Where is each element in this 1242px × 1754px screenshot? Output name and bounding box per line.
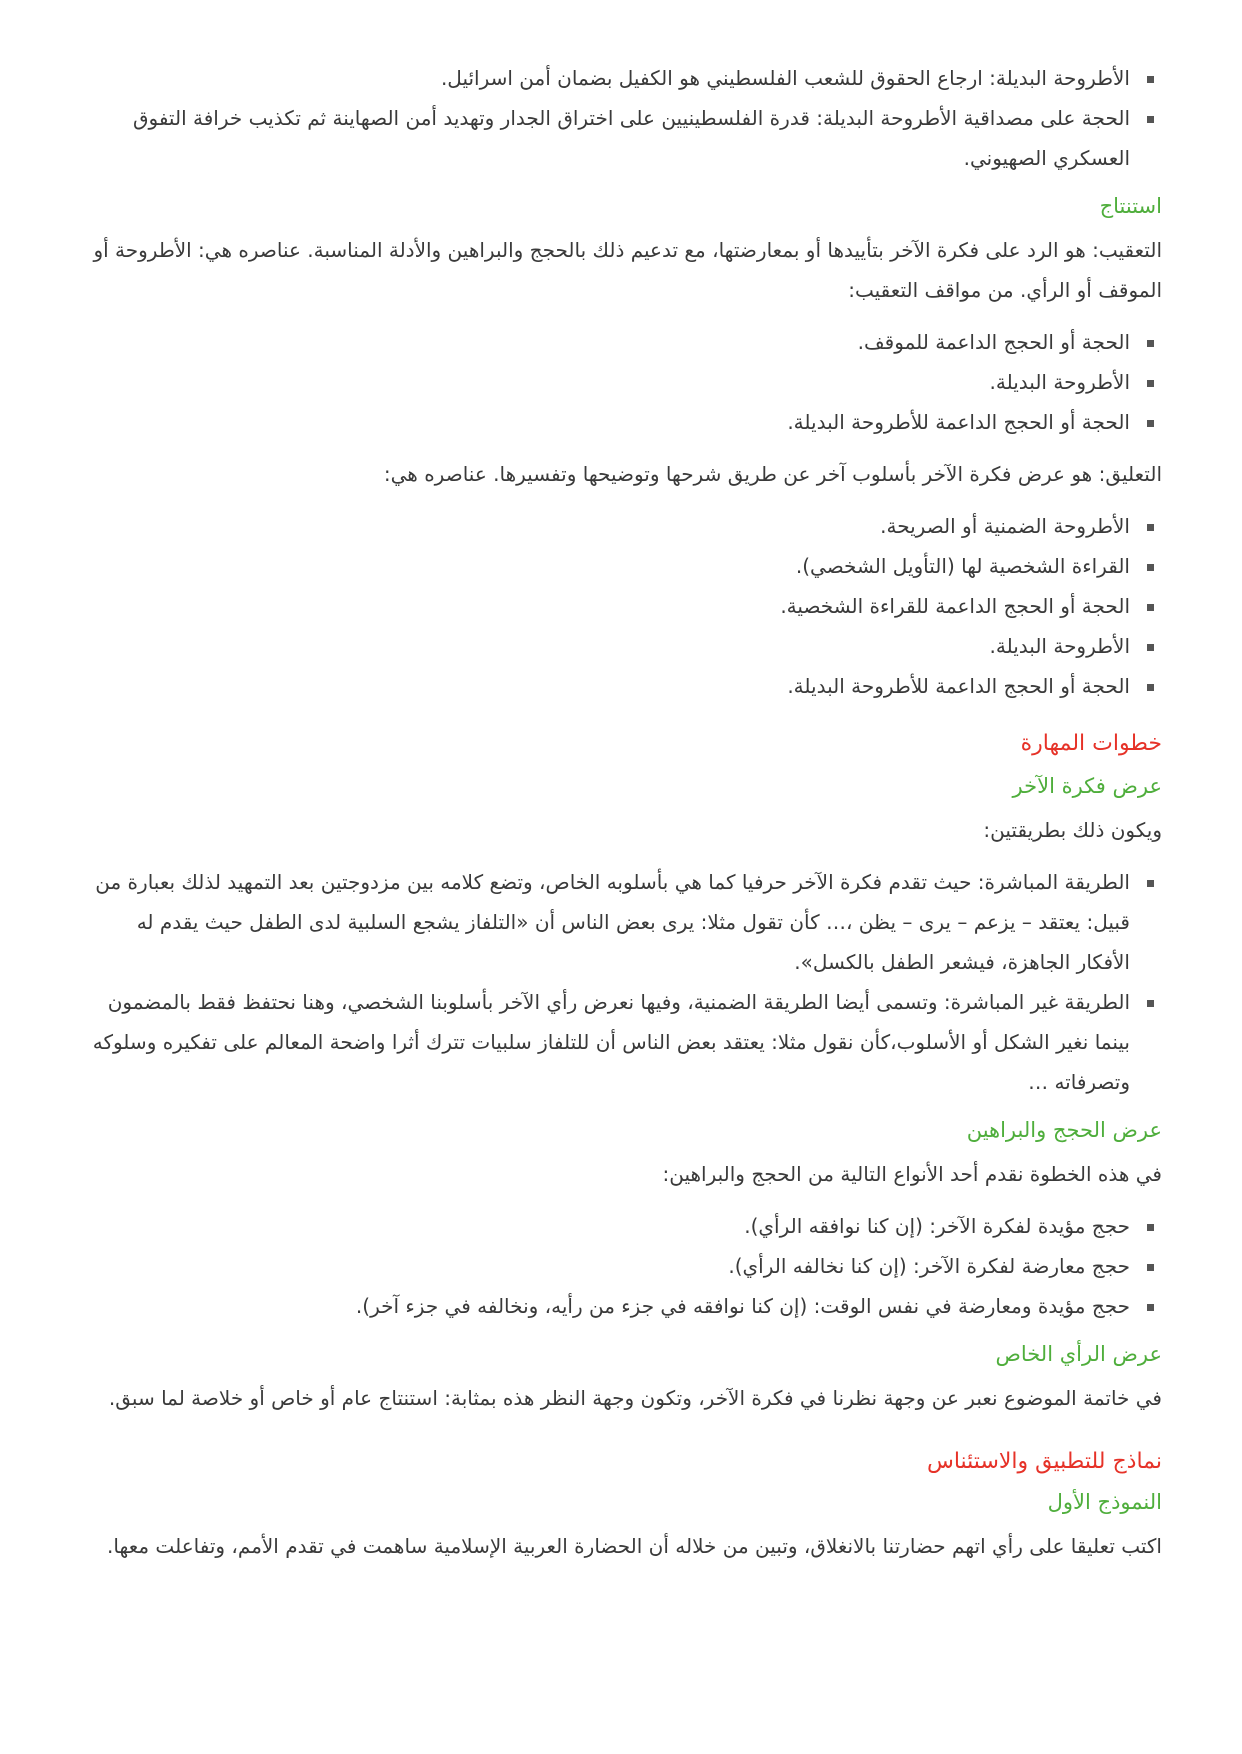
first-model-heading: النموذج الأول [1047, 1490, 1162, 1514]
list-item: الأطروحة البديلة. [80, 626, 1130, 666]
list-item: الأطروحة البديلة: ارجاع الحقوق للشعب الفلسطيني هو الكفيل بضمان أمن اسرائيل. [80, 58, 1130, 98]
skill-steps-heading: خطوات المهارة [1020, 731, 1162, 756]
own-opinion-text: في خاتمة الموضوع نعبر عن وجهة نظرنا في فكرة الآخر، وتكون وجهة النظر هذه بمثابة: استنتاج عام أو خاص أو خلاصة لما سبق. [108, 1386, 1162, 1410]
present-idea-intro: ويكون ذلك بطريقتين: [983, 818, 1162, 842]
present-idea-heading: عرض فكرة الآخر [1012, 774, 1162, 798]
list-item: الأطروحة البديلة. [80, 362, 1130, 402]
list-item: الطريقة المباشرة: حيث تقدم فكرة الآخر حرفيا كما هي بأسلوبه الخاص، وتضع كلامه بين مزدوجتين بعد التمهيد لذلك بعبارة من قبيل: يعتقد – يزعم – يرى – يظن ،… كأن تقول مثلا: يرى بعض الناس أن «التلفاز يشجع السلبية لدى الطفل حيث يقدم له الأفكار الجاهزة، فيشعر الطفل بالكسل». [80, 862, 1130, 982]
list-item: الحجة على مصداقية الأطروحة البديلة: قدرة الفلسطينيين على اختراق الجدار وتهديد أمن الصهاينة ثم تكذيب خرافة التفوق العسكري الصهيوني. [80, 98, 1130, 178]
first-model-text: اكتب تعليقا على رأي اتهم حضارتنا بالانغلاق، وتبين من خلاله أن الحضارة العربية الإسلامية ساهمت في تقدم الأمم، وتفاعلت معها. [107, 1534, 1162, 1558]
thesis-bullet-list [80, 58, 1162, 178]
taaqib-list [80, 322, 1162, 442]
taaqib-definition: التعقيب: هو الرد على فكرة الآخر بتأييدها أو بمعارضتها، مع تدعيم ذلك بالحجج والبراهين والأدلة المناسبة. عناصره هي: الأطروحة أو الموقف أو الرأي. من مواقف التعقيب: [93, 238, 1162, 302]
list-item: الحجة أو الحجج الداعمة للأطروحة البديلة. [80, 666, 1130, 706]
document-page [80, 58, 1162, 1566]
own-opinion-heading: عرض الرأي الخاص [995, 1342, 1162, 1366]
list-item: حجج مؤيدة ومعارضة في نفس الوقت: (إن كنا نوافقه في جزء من رأيه، ونخالفه في جزء آخر). [80, 1286, 1130, 1326]
list-item: الطريقة غير المباشرة: وتسمى أيضا الطريقة الضمنية، وفيها نعرض رأي الآخر بأسلوبنا الشخصي، وهنا نحتفظ فقط بالمضمون بينما نغير الشكل أو الأسلوب،كأن نقول مثلا: يعتقد بعض الناس أن للتلفاز سلبيات تترك أثرا واضحة المعالم على تفكيره وسلوكه وتصرفاته … [80, 982, 1130, 1102]
arguments-heading: عرض الحجج والبراهين [966, 1118, 1162, 1142]
list-item: الأطروحة الضمنية أو الصريحة. [80, 506, 1130, 546]
conclusion-heading: استنتاج [1099, 194, 1162, 218]
list-item: الحجة أو الحجج الداعمة للموقف. [80, 322, 1130, 362]
taaliq-list [80, 506, 1162, 706]
list-item: الحجة أو الحجج الداعمة للأطروحة البديلة. [80, 402, 1130, 442]
arguments-list [80, 1206, 1162, 1326]
list-item: حجج معارضة لفكرة الآخر: (إن كنا نخالفه الرأي). [80, 1246, 1130, 1286]
list-item: حجج مؤيدة لفكرة الآخر: (إن كنا نوافقه الرأي). [80, 1206, 1130, 1246]
arguments-intro: في هذه الخطوة نقدم أحد الأنواع التالية من الحجج والبراهين: [662, 1162, 1162, 1186]
models-heading: نماذج للتطبيق والاستئناس [926, 1449, 1162, 1474]
list-item: القراءة الشخصية لها (التأويل الشخصي). [80, 546, 1130, 586]
taaliq-definition: التعليق: هو عرض فكرة الآخر بأسلوب آخر عن طريق شرحها وتوضيحها وتفسيرها. عناصره هي: [383, 462, 1162, 486]
present-idea-list [80, 862, 1162, 1102]
list-item: الحجة أو الحجج الداعمة للقراءة الشخصية. [80, 586, 1130, 626]
